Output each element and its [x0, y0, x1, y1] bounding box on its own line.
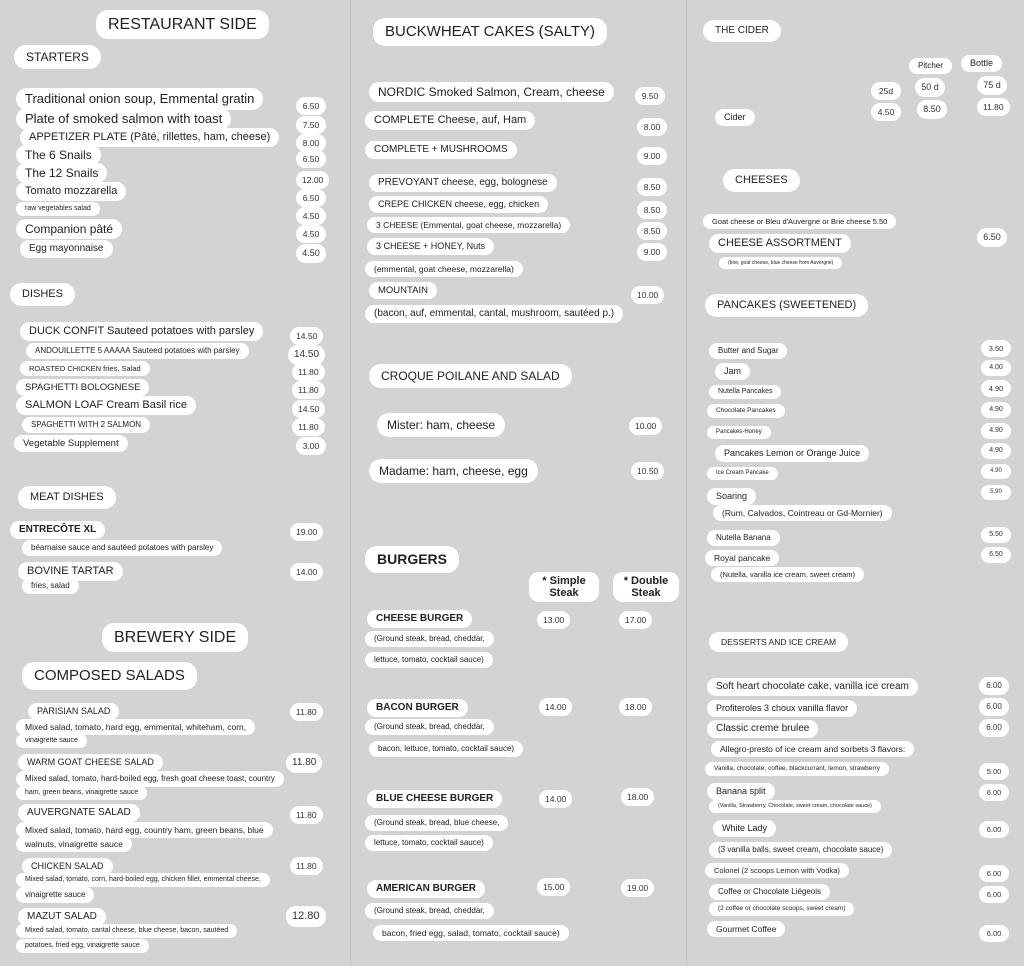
cider-price-25: 4.50 — [871, 103, 901, 121]
dish-item: SALMON LOAF Cream Basil rice — [16, 396, 196, 415]
meat-price: 14.00 — [290, 563, 323, 581]
dessert-item: Banana split — [707, 783, 775, 800]
starter-price: 6.50 — [296, 150, 326, 168]
pancake-item: (Rum, Calvados, Cointreau or Gd-Mornier) — [713, 505, 892, 521]
column-right — [686, 0, 1024, 966]
buckwheat-item: 3 CHEESE (Emmental, goat cheese, mozzarella) — [367, 217, 570, 233]
salad-name: PARISIAN SALAD — [28, 703, 119, 720]
burger-desc: bacon, lettuce, tomato, cocktail sauce) — [369, 741, 523, 757]
dessert-price: 6.00 — [979, 719, 1009, 737]
croque-item: Mister: ham, cheese — [377, 413, 505, 437]
cheese-line: Goat cheese or Bleu d'Auvergne or Brie cheese 5.50 — [703, 214, 896, 229]
burger-desc: bacon, fried egg, salad, tomato, cocktail sauce) — [373, 925, 569, 941]
dishes-heading: DISHES — [10, 283, 75, 306]
dessert-price: 6.00 — [979, 886, 1009, 903]
salad-desc: Mixed salad, tomato, hard-boiled egg, fresh goat cheese toast, country — [16, 771, 284, 787]
buckwheat-item: CREPE CHICKEN cheese, egg, chicken — [369, 196, 548, 213]
dish-price: 11.80 — [292, 363, 325, 381]
pancake-item: Chocolate Pancakes — [707, 404, 785, 418]
meat-item-name: BOVINE TARTAR — [18, 562, 123, 581]
pancake-price: 4.90 — [981, 402, 1011, 418]
salad-name: CHICKEN SALAD — [22, 858, 113, 875]
burger-desc: (Ground steak, bread, cheddar, — [365, 719, 494, 735]
burger-desc: (Ground steak, bread, blue cheese, — [365, 815, 508, 831]
dessert-item: (Vanilla, Strawberry, Chocolate, sweet cream, chocolate sauce) — [709, 800, 881, 813]
buckwheat-price: 8.50 — [637, 178, 667, 196]
buckwheat-item: COMPLETE Cheese, auf, Ham — [365, 111, 535, 130]
starter-item: The 12 Snails — [16, 163, 107, 183]
pancake-price: 6.50 — [981, 547, 1011, 563]
salad-name: AUVERGNATE SALAD — [18, 804, 140, 822]
salad-desc: vinaigrette sauce — [16, 734, 87, 748]
dessert-item: Gourmet Coffee — [707, 921, 785, 937]
meat-item-name: ENTRECÔTE XL — [10, 521, 105, 539]
starter-price: 7.50 — [296, 116, 326, 134]
dish-item: DUCK CONFIT Sauteed potatoes with parsley — [20, 322, 263, 341]
starter-price: 6.50 — [296, 189, 326, 207]
starter-price: 4.50 — [296, 207, 326, 225]
croque-price: 10.50 — [631, 462, 664, 480]
dish-price: 3.00 — [296, 437, 326, 455]
burger-name: BLUE CHEESE BURGER — [367, 790, 502, 808]
cheeses-title: CHEESES — [723, 169, 800, 192]
burger-name: AMERICAN BURGER — [367, 880, 485, 898]
cider-price-50: 8.50 — [917, 100, 947, 119]
salad-price: 12.80 — [286, 906, 326, 927]
pancake-item: Butter and Sugar — [709, 343, 787, 359]
buckwheat-item: (emmental, goat cheese, mozzarella) — [365, 261, 523, 277]
salad-desc: potatoes, fried egg, vinaigrette sauce — [16, 939, 149, 953]
dessert-price: 6.00 — [979, 698, 1009, 716]
column-left — [0, 0, 346, 966]
buckwheat-price: 9.00 — [637, 243, 667, 261]
burger-desc: lettuce, tomato, cocktail sauce) — [365, 835, 493, 851]
dessert-price: 5.00 — [979, 763, 1009, 780]
pancake-item: Nutella Banana — [707, 530, 780, 546]
burger-price-simple: 15.00 — [537, 878, 570, 896]
dish-price: 14.50 — [288, 345, 325, 365]
buckwheat-item: MOUNTAIN — [369, 282, 437, 299]
burger-desc: (Ground steak, bread, cheddar, — [365, 631, 494, 647]
pancake-price: 4.90 — [981, 443, 1011, 459]
starter-price: 4.50 — [296, 225, 326, 243]
pancake-price: 4.90 — [981, 380, 1011, 397]
croque-title: CROQUE POILANE AND SALAD — [369, 364, 572, 388]
cider-size-75: 75 d — [977, 76, 1007, 95]
meat-item-desc: fries, salad — [22, 578, 79, 594]
salad-name: WARM GOAT CHEESE SALAD — [18, 754, 163, 771]
starter-item: Egg mayonnaise — [20, 240, 113, 258]
croque-item: Madame: ham, cheese, egg — [369, 459, 538, 483]
dessert-item: (2 coffee or chocolate scoops, sweet cream) — [709, 902, 854, 916]
burger-name: BACON BURGER — [367, 699, 468, 717]
burger-price-double: 19.00 — [621, 879, 654, 897]
dessert-item: Colonel (2 scoops Lemon with Vodka) — [705, 863, 849, 878]
starter-item: Traditional onion soup, Emmental gratin — [16, 88, 263, 110]
desserts-title: DESSERTS AND ICE CREAM — [709, 632, 848, 652]
dessert-item: Profiteroles 3 choux vanilla flavor — [707, 700, 857, 717]
cider-size-25: 25d — [871, 82, 901, 100]
cheese-assortment: CHEESE ASSORTMENT — [709, 234, 851, 253]
dish-item: ROASTED CHICKEN fries, Salad — [20, 361, 150, 376]
dish-item: SPAGHETTI WITH 2 SALMON — [22, 417, 150, 433]
salad-desc: vinaigrette sauce — [16, 887, 94, 903]
dish-price: 14.50 — [290, 327, 323, 345]
burger-price-simple: 13.00 — [537, 611, 570, 629]
pancake-item: Jam — [715, 363, 750, 380]
starter-price: 6.50 — [296, 97, 326, 115]
composed-salads-heading: COMPOSED SALADS — [22, 662, 197, 690]
dessert-item: Vanilla, chocolate, coffee, blackcurrant, lemon, strawberry — [705, 762, 889, 776]
salad-price: 11.80 — [290, 806, 323, 824]
buckwheat-item: COMPLETE + MUSHROOMS — [365, 141, 517, 159]
pancake-price: 4.90 — [981, 464, 1011, 479]
starter-item: Tomato mozzarella — [16, 182, 126, 201]
restaurant-side-title: RESTAURANT SIDE — [96, 10, 269, 39]
dessert-price: 6.00 — [979, 925, 1009, 942]
starter-item: Plate of smoked salmon with toast — [16, 108, 231, 130]
dessert-item: (3 vanilla balls, sweet cream, chocolate sauce) — [709, 842, 892, 858]
dessert-price: 6.00 — [979, 865, 1009, 882]
cider-name: Cider — [715, 109, 755, 126]
buckwheat-item: 3 CHEESE + HONEY, Nuts — [367, 238, 494, 255]
burger-price-double: 18.00 — [619, 698, 652, 716]
dessert-item: Allegro-presto of ice cream and sorbets 3 flavors: — [711, 741, 914, 757]
pancake-item: Royal pancake — [705, 550, 779, 566]
dish-price: 11.80 — [292, 418, 325, 436]
croque-price: 10.00 — [629, 417, 662, 435]
starter-item: raw vegetables salad — [16, 202, 100, 216]
burger-price-simple: 14.00 — [539, 698, 572, 716]
salad-desc: ham, green beans, vinaigrette sauce — [16, 786, 147, 800]
salad-desc: walnuts, vinaigrette sauce — [16, 836, 132, 852]
burgers-title: BURGERS — [365, 546, 459, 573]
buckwheat-item: NORDIC Smoked Salmon, Cream, cheese — [369, 82, 614, 102]
cider-bottle-label: Bottle — [961, 55, 1002, 72]
burger-price-simple: 14.00 — [539, 790, 572, 808]
cider-title: THE CIDER — [703, 20, 781, 42]
buckwheat-item: (bacon, auf, emmental, cantal, mushroom, sautéed p.) — [365, 305, 623, 323]
buckwheat-title: BUCKWHEAT CAKES (SALTY) — [373, 18, 607, 46]
pancake-item: Pancakes-Honey — [707, 426, 771, 439]
burger-desc: (Ground steak, bread, cheddar, — [365, 903, 494, 919]
starters-heading: STARTERS — [14, 45, 101, 69]
dessert-item: Classic creme brulee — [707, 720, 818, 738]
pancakes-title: PANCAKES (SWEETENED) — [705, 294, 868, 317]
meat-price: 19.00 — [290, 523, 323, 541]
pancake-price: 4.90 — [981, 423, 1011, 439]
starter-price: 12.00 — [296, 171, 329, 189]
pancake-price: 5.50 — [981, 527, 1011, 543]
buckwheat-price: 9.00 — [637, 147, 667, 165]
salad-desc: Mixed salad, tomato, hard egg, emmental, whiteham, corn, — [16, 719, 255, 735]
salad-desc: Mixed salad, tomato, hard egg, country ham, green beans, blue — [16, 822, 273, 838]
pancake-item: Soaring — [707, 488, 756, 505]
burger-price-double: 17.00 — [619, 611, 652, 629]
meat-item-desc: béarnaise sauce and sautéed potatoes with parsley — [22, 540, 222, 556]
dessert-item: Coffee or Chocolate Liégeois — [709, 884, 830, 900]
starter-price: 8.00 — [296, 134, 326, 152]
buckwheat-price: 8.50 — [637, 222, 667, 240]
salad-price: 11.80 — [286, 753, 322, 773]
starter-item: The 6 Snails — [16, 145, 101, 165]
salad-desc: Mixed salad, tomato, cantal cheese, blue cheese, bacon, sautéed — [16, 924, 237, 938]
pancake-item: Nutella Pancakes — [709, 385, 781, 399]
dish-price: 11.80 — [292, 381, 325, 399]
starter-price: 4.50 — [296, 244, 326, 263]
dessert-price: 6.00 — [979, 784, 1009, 801]
brewery-side-title: BREWERY SIDE — [102, 623, 248, 652]
column-middle — [350, 0, 685, 966]
salad-name: MAZUT SALAD — [18, 908, 106, 926]
dish-price: 14.50 — [292, 400, 325, 418]
buckwheat-price: 8.50 — [637, 201, 667, 219]
pancake-price: 4.00 — [981, 360, 1011, 376]
meat-dishes-heading: MEAT DISHES — [18, 486, 116, 509]
salad-desc: Mixed salad, tomato, corn, hard-boiled egg, chicken fillet, emmental cheese, — [16, 873, 270, 887]
dessert-item: White Lady — [713, 820, 776, 837]
pancake-item: Pancakes Lemon or Orange Juice — [715, 445, 869, 462]
dish-item: ANDOUILLETTE 5 AAAAA Sauteed potatoes with parsley — [26, 343, 249, 359]
pancake-item: (Nutella, vanilla ice cream, sweet cream) — [711, 567, 864, 582]
pancake-price: 5.90 — [981, 485, 1011, 500]
buckwheat-item: PREVOYANT cheese, egg, bolognese — [369, 174, 557, 192]
salad-price: 11.80 — [290, 703, 323, 721]
burger-name: CHEESE BURGER — [367, 610, 472, 628]
cheese-assortment-desc: (brie, goat cheese, blue cheese from Auvergne) — [719, 257, 842, 269]
dessert-price: 6.00 — [979, 821, 1009, 838]
dessert-item: Soft heart chocolate cake, vanilla ice cream — [707, 678, 918, 696]
starter-item: APPETIZER PLATE (Pâté, rillettes, ham, cheese) — [20, 128, 279, 147]
buckwheat-price: 9.50 — [635, 87, 665, 105]
dish-item: SPAGHETTI BOLOGNESE — [16, 379, 149, 396]
double-steak-header: * Double Steak — [613, 572, 679, 602]
pancake-item: Ice Cream Pancake — [707, 467, 778, 480]
cider-pitcher-label: Pitcher — [909, 58, 952, 74]
cheese-assortment-price: 6.50 — [977, 228, 1007, 247]
dish-item: Vegetable Supplement — [14, 435, 128, 452]
cider-size-50: 50 d — [915, 78, 945, 97]
simple-steak-header: * Simple Steak — [529, 572, 599, 602]
dessert-price: 6.00 — [979, 677, 1009, 695]
cider-price-75: 11.80 — [977, 98, 1010, 116]
burger-price-double: 18.00 — [621, 788, 654, 806]
salad-price: 11.80 — [290, 857, 323, 875]
pancake-price: 3.50 — [981, 340, 1011, 357]
burger-desc: lettuce, tomato, cocktail sauce) — [365, 652, 493, 668]
starter-item: Companion pâté — [16, 219, 122, 239]
buckwheat-price: 8.00 — [637, 118, 667, 136]
buckwheat-price: 10.00 — [631, 286, 664, 304]
